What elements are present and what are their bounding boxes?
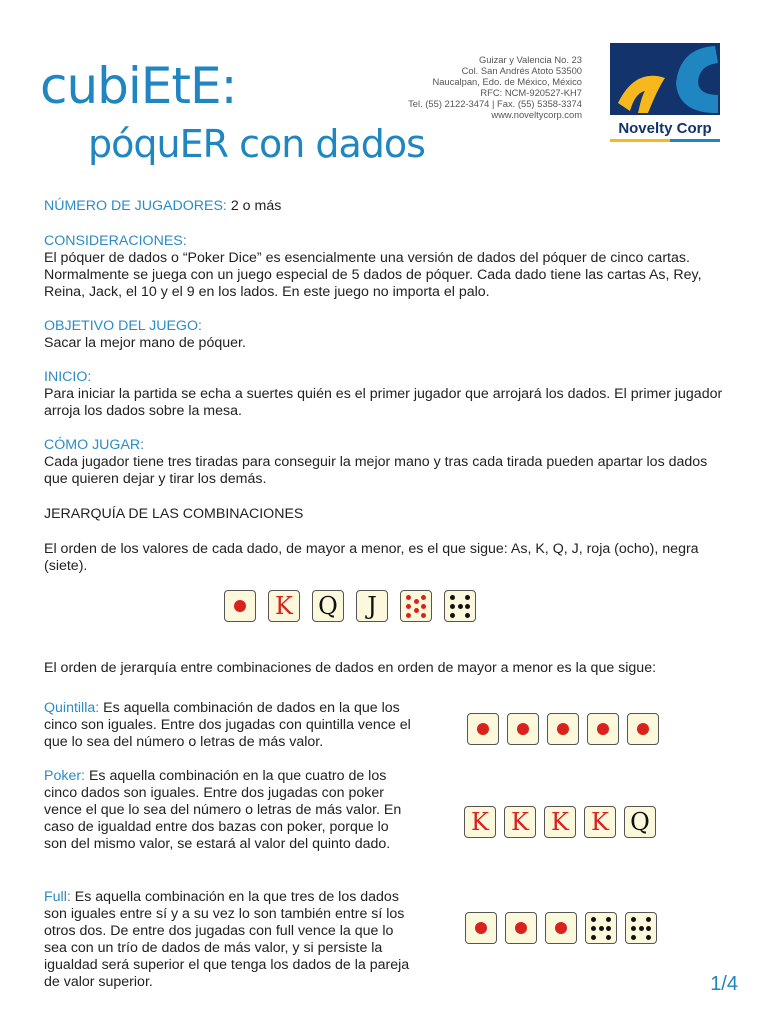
die-ace <box>587 713 619 745</box>
title-line-2: póquER con dados <box>88 122 425 166</box>
die-pip <box>637 723 649 735</box>
die-pip <box>606 935 611 940</box>
die-ace <box>507 713 539 745</box>
section-heading: INICIO: <box>44 369 92 385</box>
section-text: Sacar la mejor mano de póquer. <box>44 335 246 351</box>
combo-text: Es aquella combinación de dados en la que los cinco son iguales. Entre dos jugadas con quintilla vence el que lo sea del número o letras de más valor. <box>44 700 411 750</box>
section-heading: OBJETIVO DEL JUEGO: <box>44 318 202 334</box>
company-address <box>408 54 582 120</box>
die-pip <box>631 935 636 940</box>
full-dice <box>465 912 657 944</box>
die-pip <box>477 723 489 735</box>
die-pip <box>646 935 651 940</box>
section-heading: CONSIDERACIONES: <box>44 233 187 249</box>
combo-name: Poker: <box>44 768 86 784</box>
die-ace <box>545 912 577 944</box>
die-pip <box>406 595 411 600</box>
hierarchy-heading: JERARQUÍA DE LAS COMBINACIONES <box>44 506 304 522</box>
die-k: K <box>584 806 616 838</box>
page-number: 1/4 <box>710 973 738 995</box>
die-black-seven <box>585 912 617 944</box>
die-pip <box>421 604 426 609</box>
die-pip <box>450 604 455 609</box>
die-pip <box>450 595 455 600</box>
address-line: Tel. (55) 2122-3474 | Fax. (55) 5358-3374 <box>408 98 582 109</box>
logo-text: Novelty Corp <box>618 120 712 137</box>
combo-intro: El orden de jerarquía entre combinaciones de dados en orden de mayor a menor es la que sigue: <box>44 660 657 676</box>
die-k: K <box>464 806 496 838</box>
die-pip <box>557 723 569 735</box>
quintilla-dice <box>467 713 659 745</box>
address-line: www.noveltycorp.com <box>491 109 582 120</box>
die-pip <box>631 917 636 922</box>
novelty-corp-logo <box>610 43 720 143</box>
die-pip <box>597 723 609 735</box>
die-pip <box>606 926 611 931</box>
dice-order-row <box>224 590 476 622</box>
die-q: Q <box>624 806 656 838</box>
die-pip <box>591 926 596 931</box>
section-heading: CÓMO JUGAR: <box>44 437 145 453</box>
die-j: J <box>356 590 388 622</box>
address-line: RFC: NCM-920527-KH7 <box>480 87 582 98</box>
die-pip <box>646 926 651 931</box>
players-value: 2 o más <box>226 198 282 214</box>
die-pip <box>606 917 611 922</box>
die-pip <box>414 608 419 613</box>
die-ace <box>627 713 659 745</box>
die-pip <box>475 922 487 934</box>
die-pip <box>465 595 470 600</box>
die-k: K <box>268 590 300 622</box>
combo-text: Es aquella combinación en la que cuatro de los cinco dados son iguales. Entre dos jugadas con poker vence el que lo sea del número o letras de más valor. En caso de igualdad entre dos bazas con poker, porque lo son del mismo valor, se estará al valor del quinto dado. <box>44 768 402 852</box>
combo-name: Full: <box>44 889 71 905</box>
die-black-seven <box>625 912 657 944</box>
title-line-1: cubiEtE: <box>40 57 237 115</box>
section-como-jugar <box>44 437 734 488</box>
die-ace <box>467 713 499 745</box>
section-text: Cada jugador tiene tres tiradas para conseguir la mejor mano y tras cada tirada pueden apartar los dados que quieren dejar y tirar los demás. <box>44 454 708 487</box>
section-inicio <box>44 369 734 420</box>
die-pip <box>414 599 419 604</box>
die-pip <box>591 917 596 922</box>
die-ace <box>505 912 537 944</box>
die-pip <box>646 917 651 922</box>
players-line <box>44 198 734 215</box>
section-objetivo <box>44 318 734 352</box>
poker-dice <box>464 806 656 838</box>
combo-poker <box>44 768 414 853</box>
die-pip <box>458 604 463 609</box>
die-pip <box>234 600 246 612</box>
die-k: K <box>544 806 576 838</box>
order-text: El orden de los valores de cada dado, de mayor a menor, es el que sigue: As, K, Q, J, roja (ocho), negra (siete). <box>44 541 699 574</box>
die-pip <box>555 922 567 934</box>
die-ace <box>224 590 256 622</box>
die-pip <box>406 604 411 609</box>
die-pip <box>465 604 470 609</box>
die-pip <box>639 926 644 931</box>
section-consideraciones <box>44 233 734 301</box>
die-red-eight <box>400 590 432 622</box>
section-text: El póquer de dados o “Poker Dice” es esencialmente una versión de dados del póquer de cinco cartas. Normalmente se juega con un juego especial de 5 dados de póquer. Cada dado tiene las cartas As, Rey, Reina, Jack, el 10 y el 9 en los lados. En este juego no importa el palo. <box>44 250 702 300</box>
die-pip <box>599 926 604 931</box>
die-pip <box>465 613 470 618</box>
die-pip <box>631 926 636 931</box>
die-k: K <box>504 806 536 838</box>
combo-full <box>44 889 414 991</box>
die-pip <box>591 935 596 940</box>
combo-text: Es aquella combinación en la que tres de los dados son iguales entre sí y a su vez lo son también entre sí los otros dos. De entre dos jugadas con full vence la que lo sea con un trío de dados de más valor, y si persiste la igualdad será superior el que tenga los dados de la pareja de valor superior. <box>44 889 410 990</box>
die-pip <box>406 613 411 618</box>
section-text: Para iniciar la partida se echa a suertes quién es el primer jugador que arrojará los dados. El primer jugador arroja los dados sobre la mesa. <box>44 386 723 419</box>
die-pip <box>515 922 527 934</box>
die-pip <box>450 613 455 618</box>
combo-name: Quintilla: <box>44 700 100 716</box>
die-pip <box>421 595 426 600</box>
address-line: Guizar y Valencia No. 23 <box>478 54 582 65</box>
die-pip <box>421 613 426 618</box>
die-black-seven <box>444 590 476 622</box>
address-line: Naucalpan, Edo. de México, México <box>432 76 582 87</box>
address-line: Col. San Andrés Atoto 53500 <box>461 65 582 76</box>
die-q: Q <box>312 590 344 622</box>
players-label: NÚMERO DE JUGADORES: <box>44 198 227 214</box>
die-ace <box>547 713 579 745</box>
die-ace <box>465 912 497 944</box>
die-pip <box>517 723 529 735</box>
combo-quintilla <box>44 700 414 751</box>
